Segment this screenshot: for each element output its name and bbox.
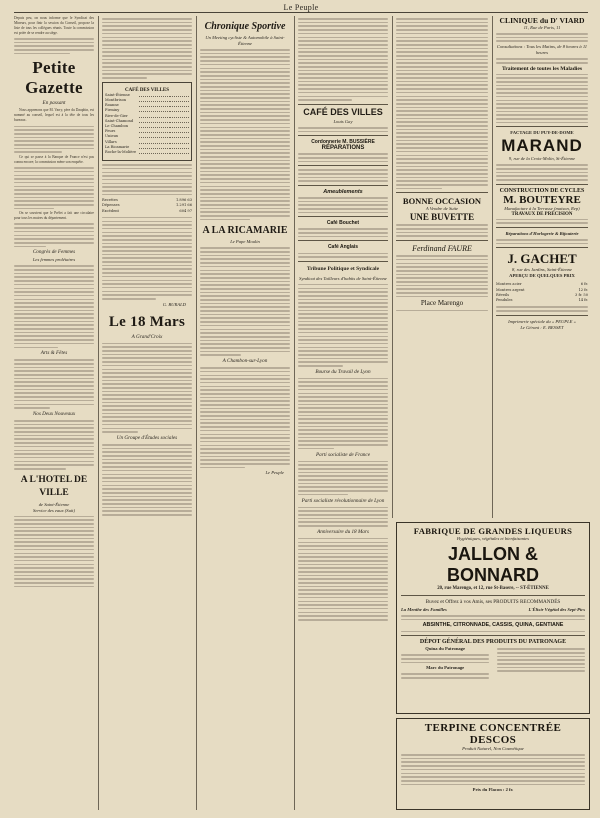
gachet-ad: J. GACHET (507, 251, 577, 267)
gazette-paragraph: On se souvient que le Préfet a fait une circulaire pour tous les maires du département. (14, 211, 94, 221)
quina-patronage: Quina du Patronage (425, 646, 466, 652)
column-2 (102, 16, 192, 812)
intro-paragraph: Depuis peu, on nous informe que le Syndicat des Mineurs, pour finir la session du Conseil, propose la liste de tous les collègues réunis. Toute la commission est priée de se rendre au siège. (14, 16, 94, 35)
clinique-hours: Consultations : Tous les Matins, de 8 heures à 11 heures (496, 44, 588, 56)
clinique-ad: CLINIQUE du D' VIARD (499, 16, 585, 25)
petite-gazette-heading: Petite Gazette (25, 58, 83, 98)
gerant-line: Le Gérant : E. BESSET (520, 324, 564, 330)
hotel-de-ville-subheading: de Saint-Étienne (38, 501, 70, 507)
terpine-heading: TERPINE CONCENTRÉE DESCOS (424, 722, 562, 746)
terpine-subheading: Produit Naturel, Non Cosmétique (462, 746, 524, 751)
parti-socialiste-rev-heading: Parti socialiste révolutionnaire de Lyon (301, 497, 385, 504)
statistics-table (102, 82, 192, 161)
column-rule (392, 16, 393, 518)
gazette-paragraph: Ce qui se passe à la Banque de France n'est pas connu encore; la commission mène son enquête. (14, 155, 94, 165)
parti-socialiste-heading: Parti socialiste de France (315, 451, 371, 458)
table-row-label: Rive-de-Gier (105, 113, 128, 118)
gachet-prices: Montres acier 6 fr. Montres argent 12 fr. Réveils 3 fr. 50 Pendules 14 fr. (496, 282, 588, 303)
construction-cycles: CONSTRUCTION DE CYCLES (499, 187, 585, 194)
product-list: ABSINTHE, CITRONNADE, CASSIS, QUINA, GENTIANE (422, 622, 564, 629)
congres-subheading: Les femmes prolétaires (32, 257, 76, 263)
table-row (105, 150, 189, 155)
depot-general: DÉPOT GÉNÉRAL DES PRODUITS DU PATRONAGE (419, 639, 567, 646)
gachet-address: 8, rue des Jardins, Saint-Étienne (511, 267, 573, 273)
gazette-paragraph: Nous apprenons que M. Varry, père du Dauphin, est nommé au conseil, lequel est à la tête de tous les bureaux. (14, 108, 94, 123)
arts-fetes-heading: Arts & Fêtes (40, 350, 68, 357)
column-1 (14, 16, 94, 812)
ameublements-ad: Ameublements (323, 188, 363, 195)
column-5 (396, 16, 488, 518)
summary-block: Recettes 1.896 63 Dépenses 1.291 66 Excédent 604 97 (102, 198, 192, 213)
cafe-bouchet-ad: Café Bouchet (326, 220, 360, 227)
congres-heading: Congrès de Femmes (32, 249, 76, 256)
marc-patronage: Marc du Patronage (426, 665, 465, 671)
bouteyre-address: Manufacture à la Terrasse (maison, Rep) (504, 205, 580, 211)
tribune-heading: Tribune Politique et Syndicale (306, 265, 380, 272)
fabrique-heading: FABRIQUE DE GRANDES LIQUEURS (413, 526, 573, 536)
chambon-heading: A Chambon-sur-Lyon (222, 358, 268, 365)
column-6 (496, 16, 588, 518)
article-signature: Le Peuple (265, 470, 284, 476)
liqueurs-advertisement (396, 522, 590, 714)
table-row-label: Firminy (105, 108, 120, 113)
product-menthe: La Menthe des Familles (401, 607, 447, 612)
fabrique-subheading: Hygiéniques, végétales et bienfaisantes (456, 536, 530, 541)
clinique-address: 11, Rue de Paris, 11 (523, 25, 561, 30)
table-row-label: Montbrison (105, 97, 127, 102)
product-elixir: L'Élixir Végétal des Sept-Pics (528, 607, 585, 612)
page-header (14, 2, 588, 13)
table-row-label: Roanne (105, 103, 119, 108)
cafe-subheading: Louis Gay (333, 118, 353, 124)
groupe-etudes-heading: Un Groupe d'Études sociales (116, 434, 178, 441)
cafe-des-villes-ad: CAFÉ DES VILLES (303, 106, 383, 117)
jallon-address: 20, rue Marengo, et 12, rue St-Basere, -- ST-ÉTIENNE (437, 586, 549, 591)
chronique-subheading: Un Meeting cycliste & Automobile à Saint-Étienne (205, 35, 285, 46)
ricamarie-subheading: Le Pape Moulin (230, 239, 260, 245)
cordonnerie-ad: Cordonnerie M. BUSSIÈRE (311, 139, 375, 146)
reparations-ad: RÉPARATIONS (321, 145, 365, 152)
marand-ad: MARAND (501, 136, 583, 156)
masthead-title: Le Peuple (283, 3, 319, 12)
factage-heading: FACTAGE DU PUY-DE-DOME (510, 130, 574, 136)
table-row-label: Le Chambon (105, 123, 129, 128)
column-3 (200, 16, 290, 812)
place-marengo: Place Marengo (420, 299, 464, 308)
reparations-horlogerie: Réparations d'Horlogerie & Bijouterie (505, 231, 579, 237)
terpine-advertisement (396, 718, 590, 810)
nos-nouveaux-heading: Nos Deux Nouveaux (32, 410, 76, 417)
terpine-price: Prix du Flacon : 2 fr. (472, 787, 514, 793)
table-row-label: Saint-Étienne (105, 92, 130, 97)
bourse-heading: Bourse du Travail de Lyon (315, 368, 371, 375)
table-row-label: Saint-Chamond (105, 118, 134, 123)
imprimerie-line: Imprimerie spéciale du « PEUPLE » (508, 318, 576, 324)
gachet-prices-heading: APERÇU DE QUELQUES PRIX (509, 273, 575, 279)
jallon-bonnard: JALLON & BONNARD (447, 544, 539, 585)
bonne-occasion-subheading: A Vendre de Suite (425, 206, 459, 212)
column-rule (98, 16, 99, 810)
bouteyre-ad: M. BOUTEYRE (503, 193, 581, 206)
column-rule (196, 16, 197, 810)
statistics-table-title: CAFÉ DES VILLES (124, 87, 170, 93)
article-signature: G. BURALD (162, 301, 186, 307)
column-rule (294, 16, 295, 810)
ferdinand-faure-ad: Ferdinand FAURE (412, 244, 472, 254)
service-des-eaux: Service des eaux (Suit) (33, 507, 75, 513)
column-rule (492, 16, 493, 518)
table-row-label: Roche-la-Molière (105, 149, 137, 154)
chronique-sportive-heading: Chronique Sportive (204, 21, 286, 32)
table-row-label: La Ricamarie (105, 144, 130, 149)
en-passant-subheading: En passant (42, 100, 66, 107)
anniversaire-heading: Anniversaire du 18 Mars (317, 528, 369, 535)
travaux-precision: TRAVAUX DE PRÉCISION (511, 211, 573, 217)
marand-address: 9, rue de la Croix-Molin, St-Étienne (508, 156, 576, 162)
cafe-anglais-ad: Café Anglais (327, 244, 359, 251)
bonne-occasion-ad: BONNE OCCASION (402, 196, 482, 207)
ricamarie-heading: A LA RICAMARIE (202, 225, 288, 237)
une-buvette-ad: UNE BUVETTE (409, 212, 475, 223)
buvez-line: Buvez et Offrez à vos Amis, ses PRODUITS RECOMMANDÉS (425, 599, 561, 605)
table-row-label: Feurs (105, 129, 116, 134)
column-4 (298, 16, 388, 812)
traitement-line: Traitement de toutes les Maladies (501, 65, 583, 72)
table-row-label: Villars (105, 139, 117, 144)
hotel-de-ville-heading: A L'HOTEL DE VILLE (20, 474, 88, 498)
table-row-label: Unieux (105, 134, 118, 139)
le-18-mars-heading: Le 18 Mars (108, 313, 186, 330)
tribune-subheading: Syndicat des Tailleurs d'habits de Saint-Étienne (299, 275, 387, 281)
grand-croix-subheading: A Grand'Croix (131, 333, 163, 340)
